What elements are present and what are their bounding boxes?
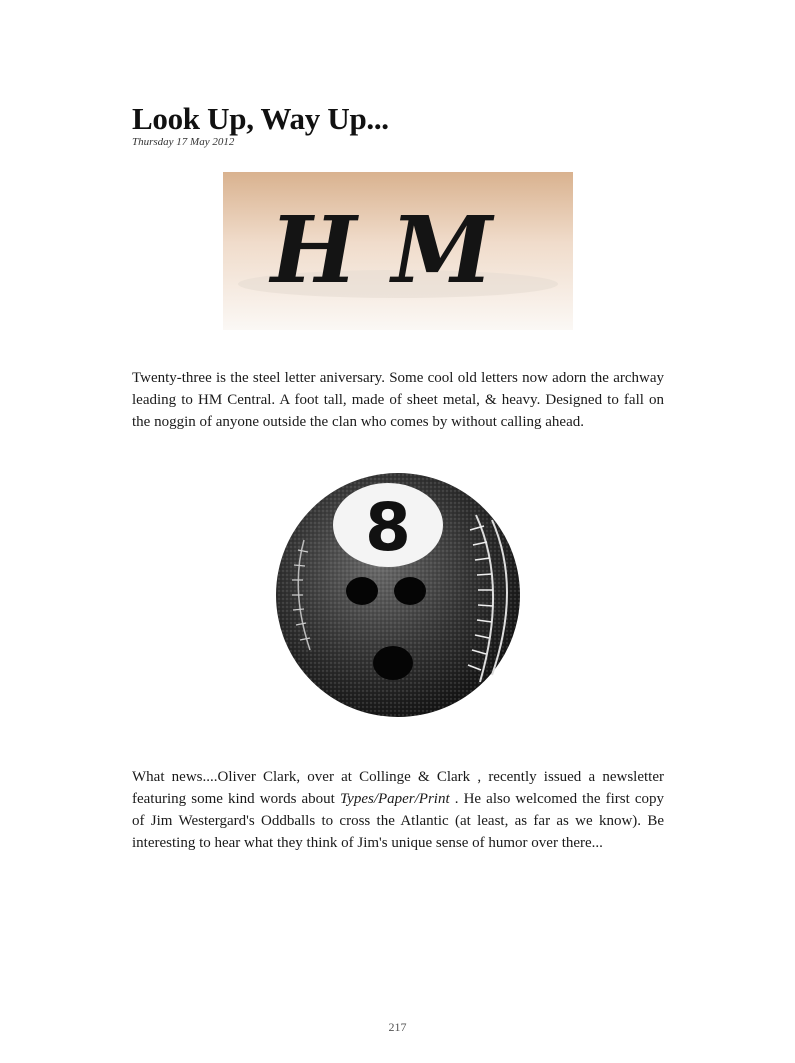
page-number: 217 xyxy=(388,1020,407,1034)
post-date: Thursday 17 May 2012 xyxy=(132,136,235,148)
paragraph-1: Twenty-three is the steel letter aniversary. Some cool old letters now adorn the archway leading to HM Central. A foot tall, made of sheet metal, & heavy. Designed to fall on the noggin of anyone outside the clan who comes by without calling ahead. xyxy=(132,370,664,430)
page-title: Look Up, Way Up... xyxy=(132,101,389,136)
book-title-link: Types/Paper/Print xyxy=(339,791,450,807)
paragraph-2 xyxy=(132,766,664,854)
paragraph-2-text: What news....Oliver Clark, over at Collinge & Clark , recently issued a newsletter featuring some kind words about xyxy=(132,769,664,807)
eight-ball-photo xyxy=(270,470,525,730)
hm-letters-photo xyxy=(223,172,573,330)
paragraph-2-text-continued: . He also welcomed the first copy of Jim Westergard's Oddballs to cross the Atlantic (at least, as far as we know). Be interesting to hear what they think of Jim's unique sense of humor over there... xyxy=(132,791,664,851)
hm-letters-text: HM xyxy=(260,195,537,304)
ball-number: 8 xyxy=(365,489,411,566)
